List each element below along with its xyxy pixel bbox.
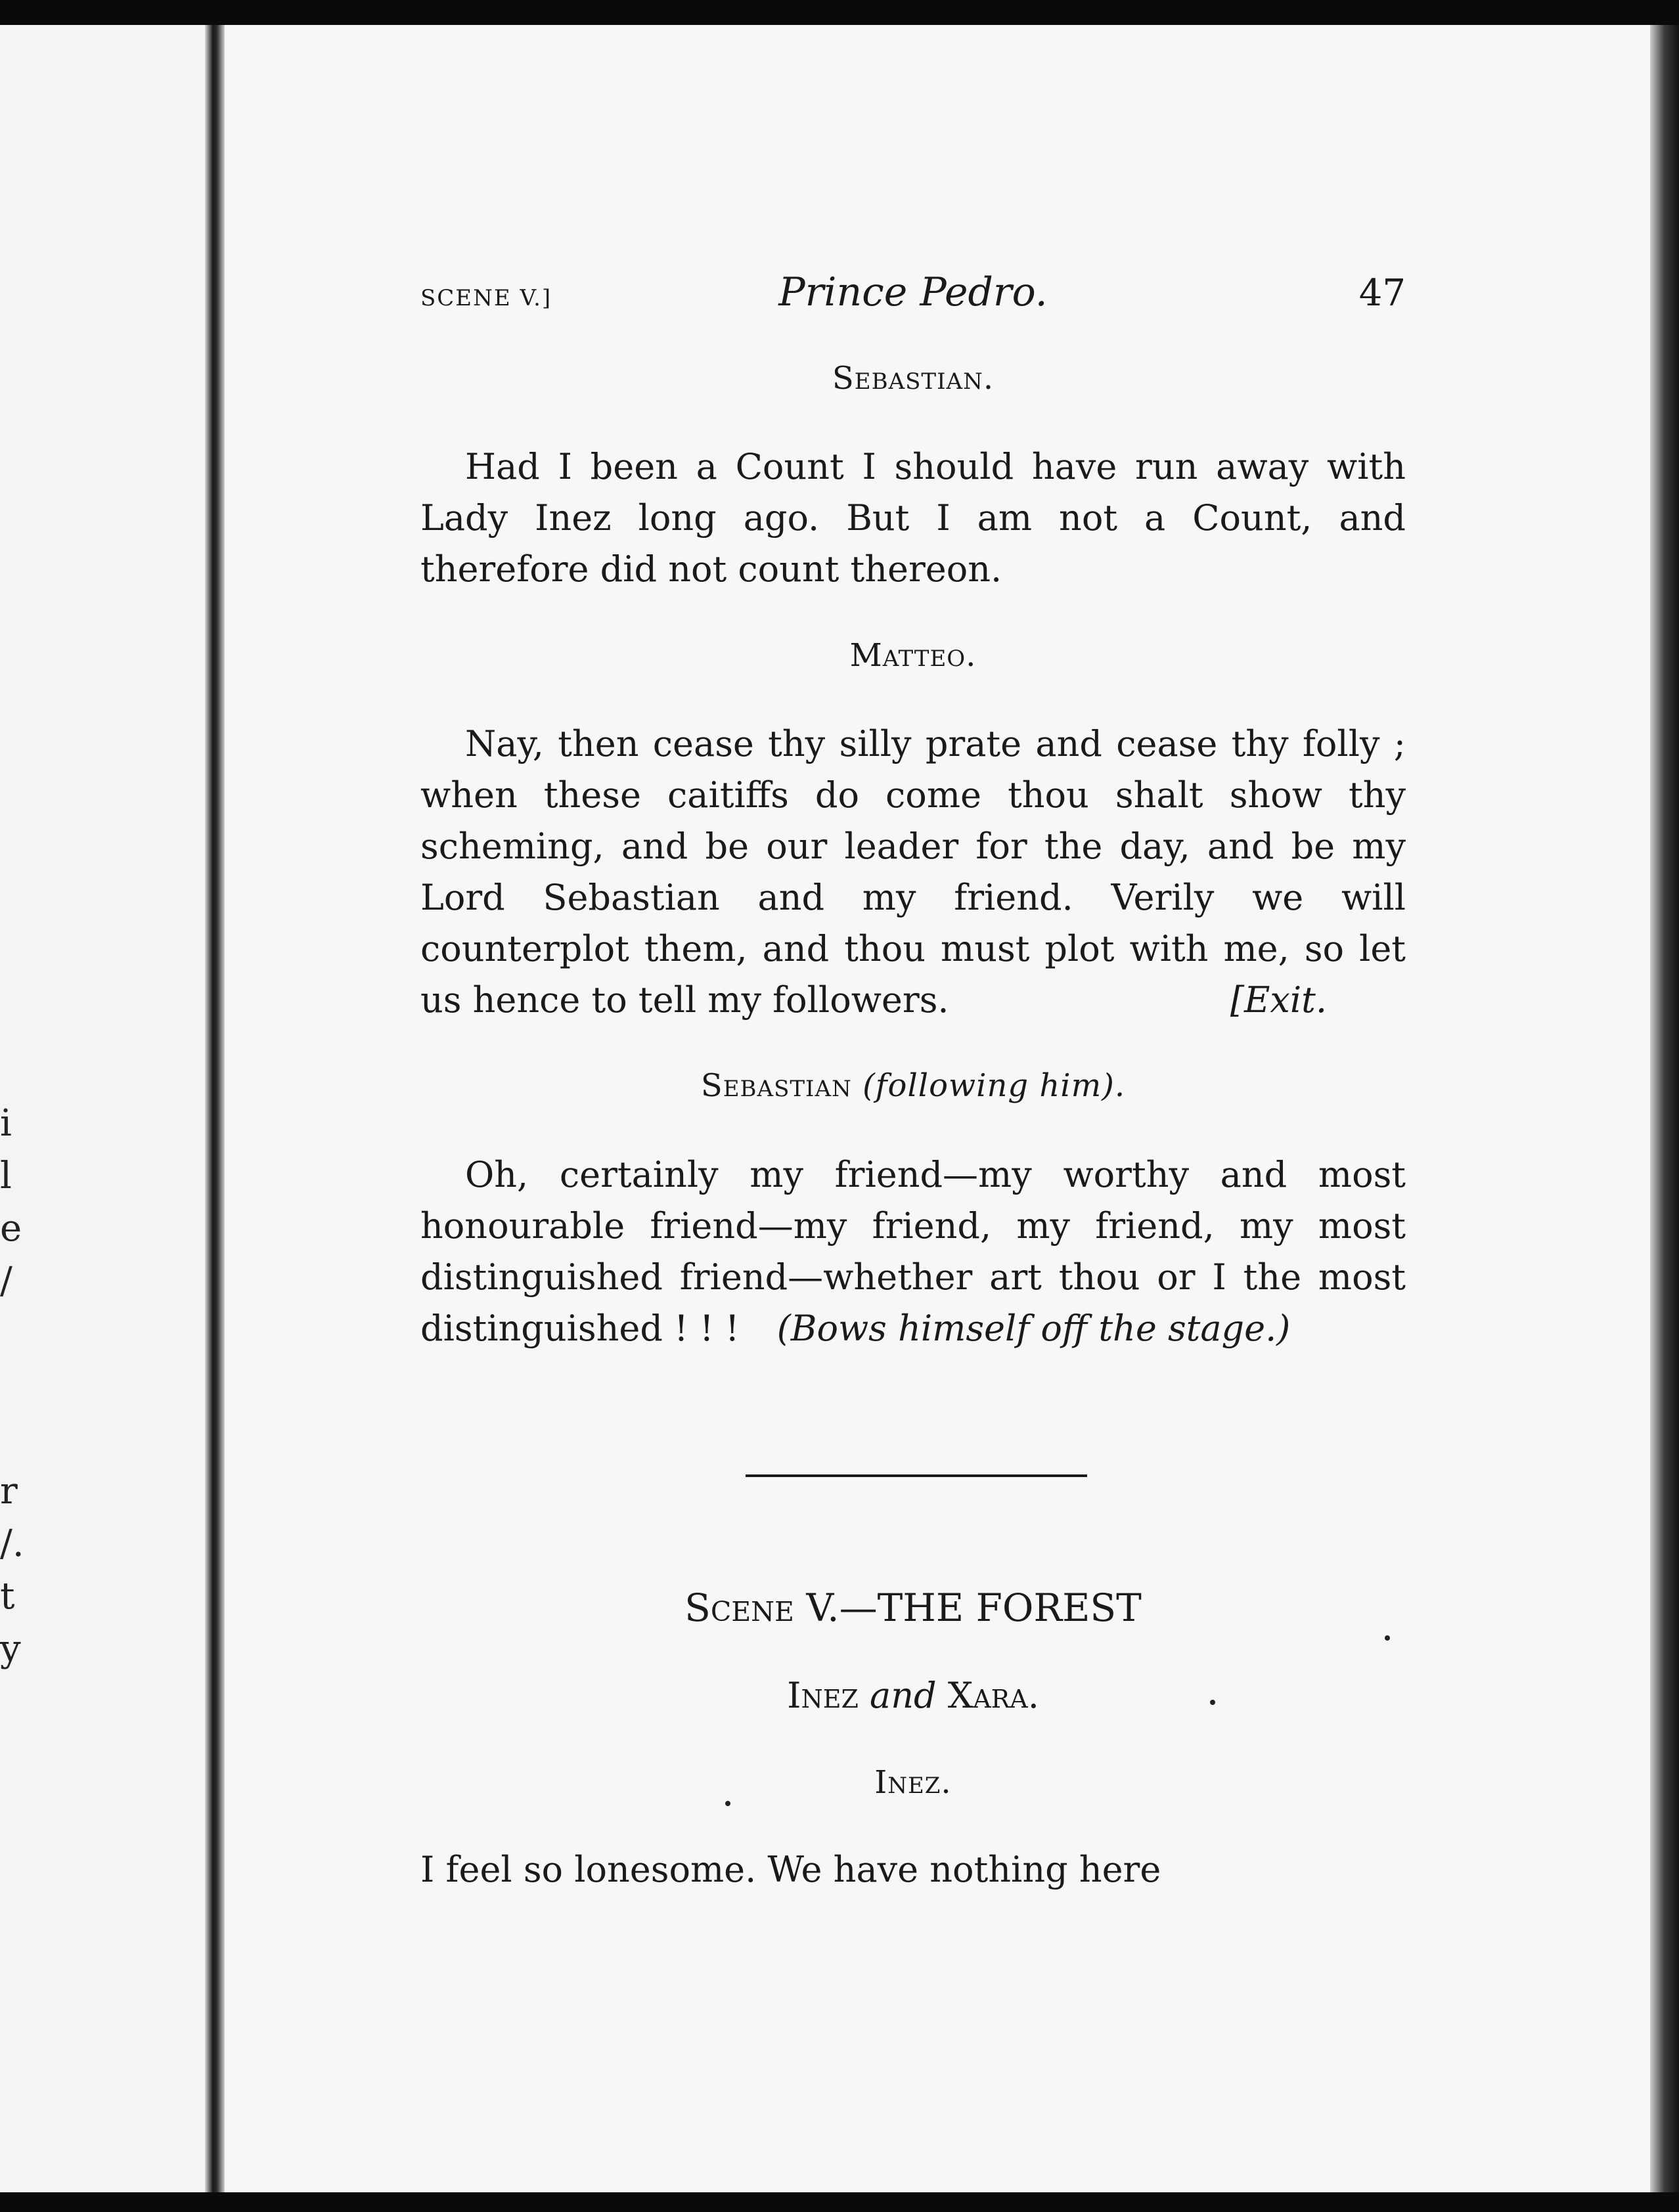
speech-paragraph: I feel so lonesome. We have nothing here xyxy=(420,1849,1161,1890)
stage-direction: (Bows himself off the stage.) xyxy=(776,1308,1291,1349)
speaker-heading xyxy=(420,1067,1406,1104)
scan-speck xyxy=(725,1801,730,1806)
speech-paragraph xyxy=(420,1149,1406,1354)
prev-page-glyph: i xyxy=(0,1102,12,1145)
book-gutter xyxy=(205,25,225,2192)
speech-paragraph xyxy=(420,719,1406,1026)
previous-page-edge xyxy=(0,25,212,2192)
speaker-name: Sebastian xyxy=(700,1067,852,1104)
speech-paragraph: Had I been a Count I should have run away with Lady Inez long ago. But I am not a Count, and therefore did not count thereon. xyxy=(420,446,1406,590)
conjunction: and xyxy=(870,1675,937,1716)
section-divider xyxy=(746,1474,1087,1477)
prev-page-glyph: y xyxy=(0,1627,21,1670)
prev-page-glyph: /. xyxy=(0,1522,24,1565)
speaker-heading: Matteo. xyxy=(849,637,977,674)
prev-page-glyph: l xyxy=(0,1155,12,1197)
prev-page-glyph: t xyxy=(0,1575,15,1618)
scan-speck xyxy=(1385,1635,1390,1641)
prev-page-glyph: e xyxy=(0,1207,22,1250)
page-number: 47 xyxy=(1358,272,1406,315)
book-title: Prince Pedro. xyxy=(778,269,1048,315)
character-name: Inez xyxy=(787,1675,859,1716)
page-right-edge xyxy=(1650,25,1679,2192)
speech-text: Oh, certainly my friend—my worthy and most honourable friend—my friend, my friend, my most distinguished friend—whether art thou or I the most distinguished ! ! ! xyxy=(420,1154,1406,1349)
running-head xyxy=(420,269,1406,328)
scene-reference: SCENE V.] xyxy=(420,285,552,311)
scene-title: Scene V.—THE FOREST xyxy=(684,1585,1142,1630)
scene-characters xyxy=(420,1675,1406,1716)
speaker-heading: Inez. xyxy=(874,1764,952,1801)
speaker-heading: Sebastian. xyxy=(832,360,995,397)
stage-direction: (following him). xyxy=(862,1067,1126,1104)
prev-page-glyph: / xyxy=(0,1260,12,1302)
stage-direction-exit: [Exit. xyxy=(1230,979,1327,1021)
character-name: Xara. xyxy=(947,1675,1039,1716)
scan-speck xyxy=(1210,1700,1215,1705)
speech-text: Nay, then cease thy silly prate and cease thy folly ; when these caitiffs do come thou shalt show thy scheming, and be our leader for the day, and be my Lord Sebastian and my friend. Verily we will counterplot them, and thou must plot with me, so let us hence to tell my followers. xyxy=(420,723,1406,1021)
prev-page-glyph: r xyxy=(0,1470,18,1513)
